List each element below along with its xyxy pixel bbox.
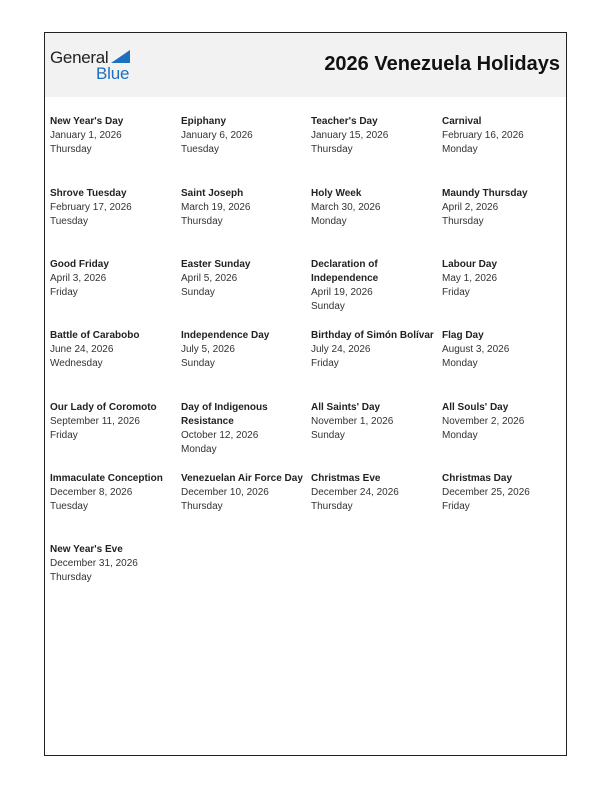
- holiday-entry: [311, 187, 437, 229]
- holiday-name: Venezuelan Air Force Day: [181, 473, 303, 484]
- holiday-name: Carnival: [442, 116, 482, 127]
- holiday-name: Flag Day: [442, 330, 484, 341]
- holiday-name: Christmas Eve: [311, 473, 381, 484]
- holiday-name: Holy Week: [311, 188, 362, 199]
- holiday-weekday: Friday: [50, 287, 78, 298]
- holiday-entry: [311, 258, 437, 314]
- holiday-name: Easter Sunday: [181, 259, 251, 270]
- holiday-weekday: Friday: [442, 501, 470, 512]
- holiday-entry: [181, 472, 307, 514]
- holiday-entry: [50, 472, 176, 514]
- holiday-date: December 25, 2026: [442, 487, 530, 498]
- logo-blue-text: Blue: [96, 64, 130, 83]
- holiday-entry: [50, 401, 176, 443]
- holiday-date: July 24, 2026: [311, 344, 371, 355]
- holiday-name: Labour Day: [442, 259, 498, 270]
- holiday-weekday: Tuesday: [50, 216, 88, 227]
- holiday-date: September 11, 2026: [50, 416, 140, 427]
- holiday-weekday: Monday: [442, 430, 478, 441]
- holiday-date: January 6, 2026: [181, 130, 253, 141]
- holiday-date: May 1, 2026: [442, 273, 498, 284]
- holiday-date: August 3, 2026: [442, 344, 510, 355]
- holiday-name: Battle of Carabobo: [50, 330, 140, 341]
- holiday-date: January 15, 2026: [311, 130, 389, 141]
- holiday-date: July 5, 2026: [181, 344, 235, 355]
- holiday-name: Good Friday: [50, 259, 109, 270]
- holiday-date: April 2, 2026: [442, 202, 499, 213]
- page-title: 2026 Venezuela Holidays: [324, 53, 560, 75]
- holiday-entry: [50, 543, 176, 585]
- holiday-name: Shrove Tuesday: [50, 188, 127, 199]
- holiday-entry: [442, 472, 568, 514]
- holiday-name: Saint Joseph: [181, 188, 244, 199]
- holiday-entry: [181, 115, 307, 157]
- holiday-weekday: Friday: [442, 287, 470, 298]
- holiday-date: March 30, 2026: [311, 202, 381, 213]
- holiday-weekday: Monday: [442, 358, 478, 369]
- holiday-weekday: Thursday: [311, 144, 353, 155]
- holiday-weekday: Monday: [181, 444, 217, 455]
- holiday-entry: [50, 258, 176, 300]
- holiday-entry: [50, 187, 176, 229]
- holiday-entry: [311, 329, 437, 371]
- holiday-name: Our Lady of Coromoto: [50, 402, 157, 413]
- holiday-weekday: Friday: [311, 358, 339, 369]
- holiday-date: February 16, 2026: [442, 130, 524, 141]
- holiday-weekday: Thursday: [50, 144, 92, 155]
- holiday-date: November 2, 2026: [442, 416, 525, 427]
- holiday-weekday: Tuesday: [50, 501, 88, 512]
- holiday-weekday: Thursday: [181, 216, 223, 227]
- holiday-weekday: Sunday: [311, 301, 345, 312]
- holiday-name: Teacher's Day: [311, 116, 378, 127]
- holiday-date: October 12, 2026: [181, 430, 259, 441]
- holiday-entry: [50, 329, 176, 371]
- holiday-name: Christmas Day: [442, 473, 513, 484]
- holiday-weekday: Thursday: [311, 501, 353, 512]
- holiday-weekday: Sunday: [181, 358, 215, 369]
- holiday-date: June 24, 2026: [50, 344, 114, 355]
- holiday-weekday: Sunday: [181, 287, 215, 298]
- holiday-date: December 8, 2026: [50, 487, 133, 498]
- holiday-name: Immaculate Conception: [50, 473, 163, 484]
- holiday-entry: [442, 401, 568, 443]
- holiday-weekday: Thursday: [181, 501, 223, 512]
- holiday-weekday: Monday: [311, 216, 347, 227]
- holiday-name: Declaration of Independence: [311, 259, 379, 284]
- holiday-name: New Year's Day: [50, 116, 124, 127]
- holiday-name: Day of Indigenous Resistance: [181, 402, 268, 427]
- holiday-date: December 31, 2026: [50, 558, 138, 569]
- holiday-name: Maundy Thursday: [442, 188, 528, 199]
- holiday-name: All Souls' Day: [442, 402, 509, 413]
- holiday-entry: [442, 258, 568, 300]
- holiday-date: January 1, 2026: [50, 130, 122, 141]
- holiday-weekday: Wednesday: [50, 358, 103, 369]
- logo-triangle-icon: [111, 50, 130, 63]
- holiday-entry: [442, 115, 568, 157]
- holiday-date: February 17, 2026: [50, 202, 132, 213]
- logo-general-text: General: [50, 48, 109, 67]
- holiday-name: Independence Day: [181, 330, 270, 341]
- holiday-weekday: Tuesday: [181, 144, 219, 155]
- holiday-entry: [442, 187, 568, 229]
- holiday-date: December 24, 2026: [311, 487, 399, 498]
- holiday-entry: [181, 187, 307, 229]
- holiday-weekday: Friday: [50, 430, 78, 441]
- holiday-date: December 10, 2026: [181, 487, 269, 498]
- holiday-name: All Saints' Day: [311, 402, 381, 413]
- header-band: [45, 33, 566, 97]
- holiday-entry: [442, 329, 568, 371]
- holiday-date: March 19, 2026: [181, 202, 251, 213]
- holiday-date: November 1, 2026: [311, 416, 394, 427]
- generalblue-logo: [50, 48, 140, 84]
- holiday-entry: [311, 401, 437, 443]
- holiday-entry: [50, 115, 176, 157]
- holiday-weekday: Monday: [442, 144, 478, 155]
- holiday-name: New Year's Eve: [50, 544, 123, 555]
- holiday-entry: [311, 115, 437, 157]
- holiday-date: April 3, 2026: [50, 273, 107, 284]
- holiday-name: Birthday of Simón Bolívar: [311, 330, 434, 341]
- holiday-date: April 5, 2026: [181, 273, 238, 284]
- holiday-weekday: Thursday: [50, 572, 92, 583]
- holiday-entry: [181, 258, 307, 300]
- holiday-weekday: Thursday: [442, 216, 484, 227]
- holiday-entry: [181, 401, 307, 457]
- holiday-weekday: Sunday: [311, 430, 345, 441]
- holiday-date: April 19, 2026: [311, 287, 373, 298]
- holiday-entry: [181, 329, 307, 371]
- calendar-page: [44, 32, 567, 756]
- holiday-entry: [311, 472, 437, 514]
- holiday-name: Epiphany: [181, 116, 227, 127]
